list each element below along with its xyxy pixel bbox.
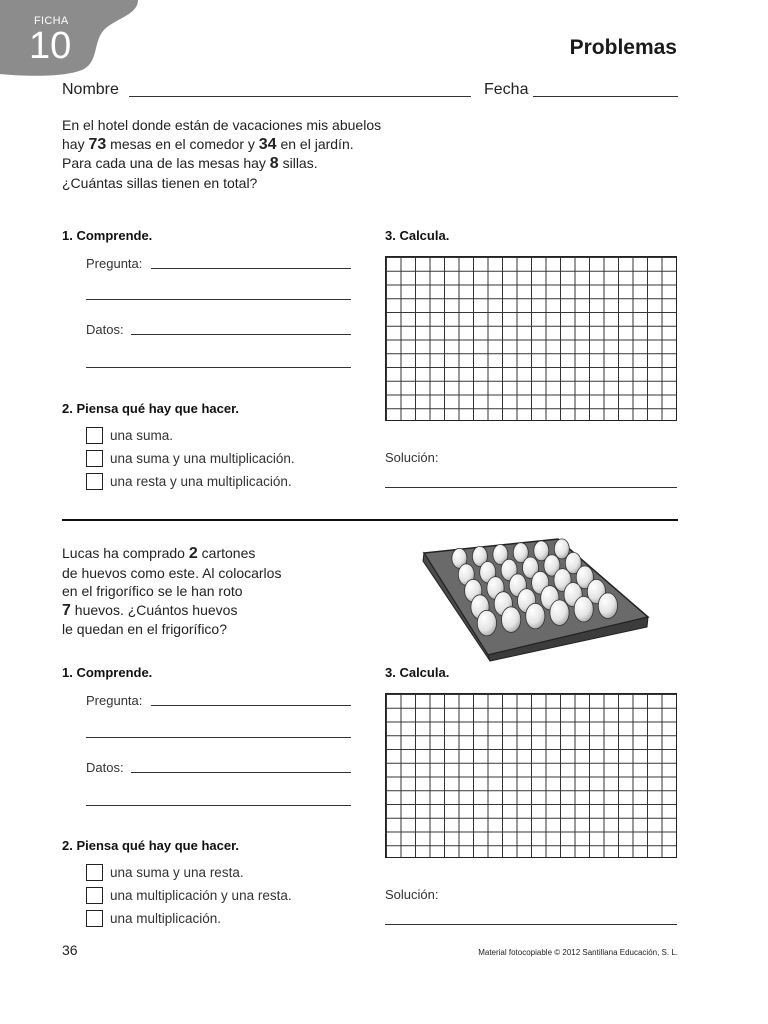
number: 8: [269, 155, 279, 172]
p1-question-label: Pregunta:: [86, 256, 143, 271]
statement-line: [62, 174, 402, 193]
text: mesas en el comedor y: [106, 135, 259, 152]
p2-question-field[interactable]: [151, 705, 351, 706]
p1-step3-title: 3. Calcula.: [385, 228, 450, 243]
egg-carton-illustration: [418, 533, 653, 663]
p2-solution-field[interactable]: [385, 924, 677, 925]
text: en el frigorífico se le han roto: [62, 583, 243, 599]
number: 73: [88, 135, 107, 153]
p1-option2-checkbox[interactable]: [86, 450, 103, 467]
p1-data-label: Datos:: [86, 322, 124, 337]
p1-question-field[interactable]: [151, 268, 351, 269]
p1-step2-title: 2. Piensa qué hay que hacer.: [62, 401, 240, 416]
text: le quedan en el frigorífico?: [62, 621, 227, 637]
p2-solution-label: Solución:: [385, 887, 439, 902]
number: 7: [62, 601, 71, 619]
p1-step1-title: 1. Comprende.: [62, 228, 153, 243]
ficha-label: FICHA: [34, 15, 69, 27]
p2-data-label: Datos:: [86, 760, 124, 775]
date-label: Fecha: [484, 81, 529, 98]
p1-question-field-2[interactable]: [86, 299, 351, 300]
section-divider: [62, 519, 678, 521]
page-title: Problemas: [569, 36, 677, 59]
page-number: 36: [62, 942, 78, 958]
p2-option2-label: una multiplicación y una resta.: [110, 888, 292, 903]
egg: [574, 596, 593, 622]
p1-option1-checkbox[interactable]: [86, 427, 103, 444]
p2-question-label: Pregunta:: [86, 693, 143, 708]
p1-option3-label: una resta y una multiplicación.: [110, 474, 292, 489]
copyright-note: Material fotocopiable © 2012 Santillana Educación, S. L.: [478, 948, 678, 957]
egg: [598, 593, 617, 619]
name-field[interactable]: [129, 96, 471, 97]
number: 34: [258, 135, 277, 153]
p2-step2-title: 2. Piensa qué hay que hacer.: [62, 838, 240, 853]
egg: [502, 607, 521, 633]
p2-option3-label: una multiplicación.: [110, 911, 222, 926]
statement-line: [62, 582, 402, 601]
p1-option2-label: una suma y una multiplicación.: [110, 451, 295, 466]
p2-option1-label: una suma y una resta.: [110, 865, 244, 880]
statement-line: [62, 116, 402, 135]
text: hay: [62, 135, 89, 152]
ficha-number: 10: [29, 25, 72, 67]
p1-option1-label: una suma.: [110, 428, 174, 443]
statement-line: [62, 154, 402, 174]
statement-line: [62, 620, 402, 639]
text: huevos. ¿Cuántos huevos: [70, 601, 238, 618]
egg: [477, 610, 496, 636]
p1-data-field[interactable]: [131, 334, 351, 335]
statement-line: [62, 544, 402, 564]
p2-option2-checkbox[interactable]: [86, 887, 103, 904]
text: Lucas ha comprado: [62, 545, 189, 561]
text: ¿Cuántas sillas tienen en total?: [62, 174, 258, 191]
p1-solution-label: Solución:: [385, 450, 439, 465]
p2-step3-title: 3. Calcula.: [385, 665, 450, 680]
p1-option3-checkbox[interactable]: [86, 473, 103, 490]
text: en el jardín.: [276, 135, 354, 152]
p1-calc-grid[interactable]: [385, 256, 677, 421]
p2-calc-grid[interactable]: [385, 693, 677, 858]
statement-line: [62, 564, 402, 583]
egg: [550, 600, 569, 626]
problem1-statement: [62, 116, 402, 192]
statement-line: [62, 135, 402, 155]
p2-question-field-2[interactable]: [86, 737, 351, 738]
text: cartones: [197, 545, 256, 561]
problem2-statement: [62, 544, 402, 639]
p1-data-field-2[interactable]: [86, 367, 351, 368]
p2-data-field[interactable]: [131, 772, 351, 773]
date-field[interactable]: [533, 96, 678, 97]
p2-option1-checkbox[interactable]: [86, 864, 103, 881]
number: 2: [188, 545, 198, 562]
p2-step1-title: 1. Comprende.: [62, 665, 153, 680]
p2-data-field-2[interactable]: [86, 805, 351, 806]
text: En el hotel donde están de vacaciones mis abuelos: [62, 117, 382, 133]
text: de huevos como este. Al colocarlos: [62, 564, 282, 581]
name-label: Nombre: [62, 81, 119, 98]
text: sillas.: [278, 155, 318, 171]
egg: [526, 603, 545, 629]
p2-option3-checkbox[interactable]: [86, 910, 103, 927]
statement-line: [62, 601, 402, 621]
p1-solution-field[interactable]: [385, 487, 677, 488]
text: Para cada una de las mesas hay: [62, 155, 270, 171]
